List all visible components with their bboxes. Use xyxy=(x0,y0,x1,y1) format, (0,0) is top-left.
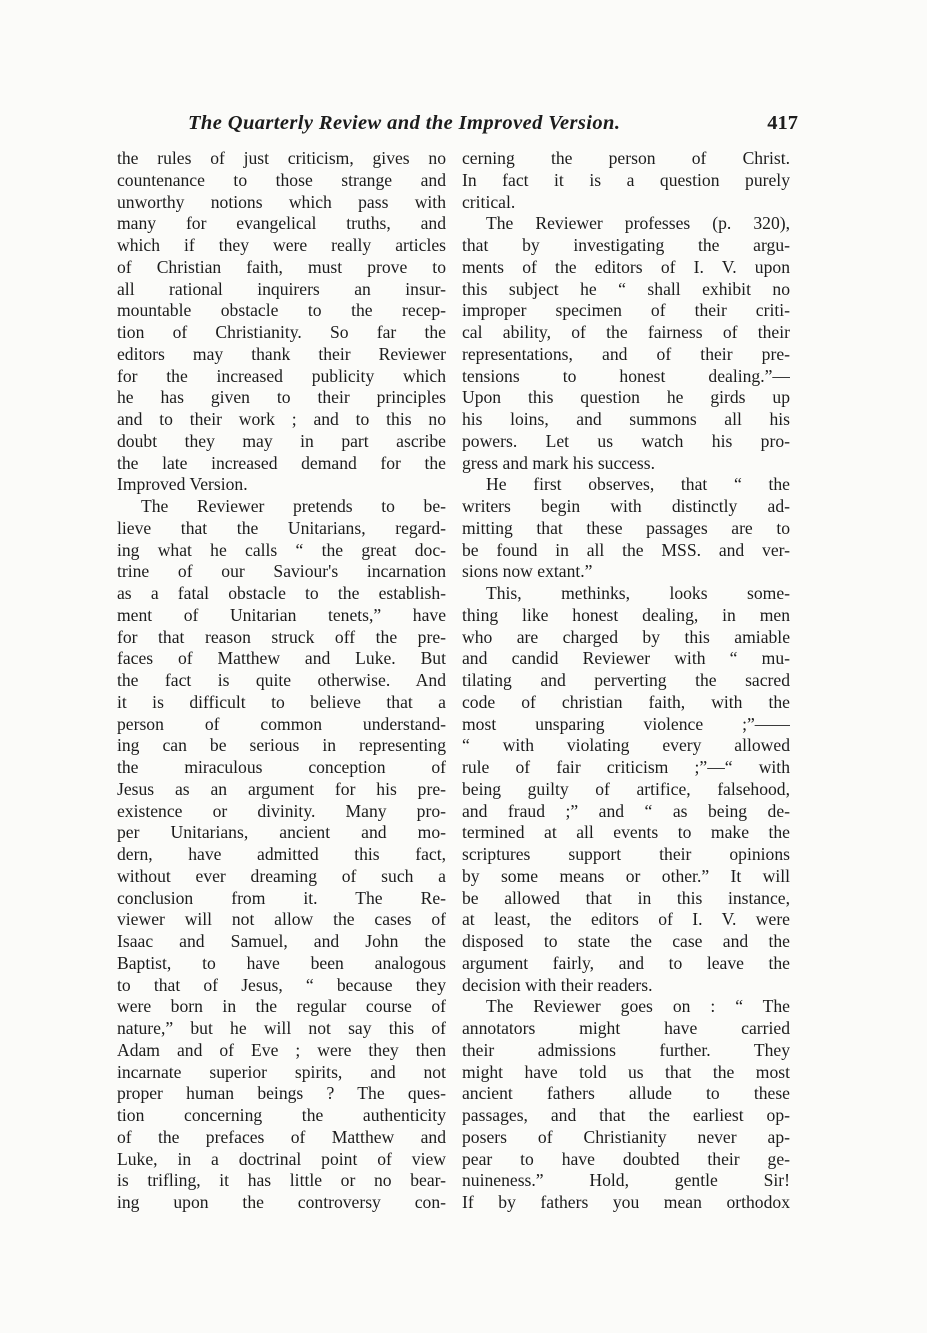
text-line: Adam and of Eve ; were they then xyxy=(117,1039,446,1060)
text-line: to that of Jesus, “ because they xyxy=(117,974,446,995)
text-line: termined at all events to make the xyxy=(462,822,790,843)
text-line: and to their work ; and to this no xyxy=(117,409,446,429)
running-title: The Quarterly Review and the Improved Version. xyxy=(188,112,621,134)
text-line: proper human beings ? The ques- xyxy=(117,1083,446,1104)
text-line: ing what he calls “ the great doc- xyxy=(117,539,446,560)
text-line: writers begin with distinctly ad- xyxy=(462,496,790,516)
text-line: might have told us that the most xyxy=(462,1061,790,1082)
text-line: be allowed that in this instance, xyxy=(462,887,790,908)
text-line: the late increased demand for the xyxy=(117,452,446,473)
text-line: sions now extant.” xyxy=(462,561,593,582)
text-line: disposed to state the case and the xyxy=(462,931,790,951)
text-line: at least, the editors of I. V. were xyxy=(462,909,790,930)
text-line: countenance to those strange and xyxy=(117,169,446,190)
text-line: dern, have admitted this fact, xyxy=(117,844,446,864)
text-line: powers. Let us watch his pro- xyxy=(462,430,790,451)
text-line: is trifling, it has little or no bear- xyxy=(117,1170,446,1191)
text-line: ancient fathers allude to these xyxy=(462,1083,790,1104)
text-line: He first observes, that “ the xyxy=(486,474,790,495)
text-line: Upon this question he girds up xyxy=(462,387,790,408)
text-line: and fraud ;” and “ as being de- xyxy=(462,800,790,821)
text-line: incarnate superior spirits, and not xyxy=(117,1061,446,1082)
text-line: thing like honest dealing, in men xyxy=(462,604,790,625)
text-line: editors may thank their Reviewer xyxy=(117,343,446,364)
text-line: In fact it is a question purely xyxy=(462,169,790,190)
text-line: improper specimen of their criti- xyxy=(462,300,790,321)
text-line: cal ability, of the fairness of their xyxy=(462,322,790,342)
text-line: were born in the regular course of xyxy=(117,996,446,1017)
text-line: most unsparing violence ;”—— xyxy=(462,713,790,734)
text-line: tion of Christianity. So far the xyxy=(117,322,446,342)
text-line: ing can be serious in representing xyxy=(117,735,446,756)
text-line: existence or divinity. Many pro- xyxy=(117,800,446,821)
text-line: If by fathers you mean orthodox xyxy=(462,1192,790,1212)
text-line: nuineness.” Hold, gentle Sir! xyxy=(462,1170,790,1191)
text-line: all rational inquirers an insur- xyxy=(117,278,446,299)
text-line: per Unitarians, ancient and mo- xyxy=(117,822,446,843)
text-line: it is difficult to believe that a xyxy=(117,691,446,712)
text-line: tilating and perverting the sacred xyxy=(462,670,790,690)
text-line: ments of the editors of I. V. upon xyxy=(462,256,790,277)
text-line: which if they were really articles xyxy=(117,235,446,255)
text-line: for that reason struck off the pre- xyxy=(117,626,446,647)
left-column xyxy=(117,148,446,1214)
text-line: passages, and that the earliest op- xyxy=(462,1105,790,1125)
page-header xyxy=(188,112,798,142)
text-line: gress and mark his success. xyxy=(462,452,655,473)
text-line: Isaac and Samuel, and John the xyxy=(117,931,446,951)
text-line: doubt they may in part ascribe xyxy=(117,430,446,451)
text-line: mitting that these passages are to xyxy=(462,517,790,538)
text-line: ing upon the controversy con- xyxy=(117,1192,446,1212)
text-line: Baptist, to have been analogous xyxy=(117,952,446,973)
text-line: viewer will not allow the cases of xyxy=(117,909,446,930)
text-line: without ever dreaming of such a xyxy=(117,865,446,886)
text-line: who are charged by this amiable xyxy=(462,626,790,647)
right-column xyxy=(462,148,790,1214)
text-line: of the prefaces of Matthew and xyxy=(117,1126,446,1147)
text-line: be found in all the MSS. and ver- xyxy=(462,539,790,560)
text-line: decision with their readers. xyxy=(462,974,653,995)
text-line: code of christian faith, with the xyxy=(462,691,790,712)
text-line: This, methinks, looks some- xyxy=(486,583,790,603)
text-line: nature,” but he will not say this of xyxy=(117,1018,446,1038)
text-line: that by investigating the argu- xyxy=(462,235,790,255)
text-line: trine of our Saviour's incarnation xyxy=(117,561,446,582)
text-line: cerning the person of Christ. xyxy=(462,148,790,168)
text-line: Jesus as an argument for his pre- xyxy=(117,778,446,799)
text-line: as a fatal obstacle to the establish- xyxy=(117,583,446,603)
text-line: tensions to honest dealing.”— xyxy=(462,365,790,386)
text-line: representations, and of their pre- xyxy=(462,343,790,364)
text-line: he has given to their principles xyxy=(117,387,446,408)
text-line: his loins, and summons all his xyxy=(462,409,790,429)
text-line: critical. xyxy=(462,191,516,212)
text-line: pear to have doubted their ge- xyxy=(462,1148,790,1169)
text-line: tion concerning the authenticity xyxy=(117,1105,446,1125)
text-line: and candid Reviewer with “ mu- xyxy=(462,648,790,669)
text-line: the rules of just criticism, gives no xyxy=(117,148,446,168)
text-line: “ with violating every allowed xyxy=(462,735,790,756)
text-line: The Reviewer goes on : “ The xyxy=(486,996,790,1017)
text-line: posers of Christianity never ap- xyxy=(462,1126,790,1147)
text-line: The Reviewer pretends to be- xyxy=(141,496,446,516)
text-line: for the increased publicity which xyxy=(117,365,446,386)
text-line: scriptures support their opinions xyxy=(462,844,790,864)
text-line: faces of Matthew and Luke. But xyxy=(117,648,446,669)
text-line: the fact is quite otherwise. And xyxy=(117,670,446,690)
text-line: of Christian faith, must prove to xyxy=(117,256,446,277)
text-line: unworthy notions which pass with xyxy=(117,191,446,212)
text-line: many for evangelical truths, and xyxy=(117,213,446,234)
text-line: person of common understand- xyxy=(117,713,446,734)
text-line: being guilty of artifice, falsehood, xyxy=(462,778,790,799)
text-line: The Reviewer professes (p. 320), xyxy=(486,213,790,234)
text-line: their admissions further. They xyxy=(462,1039,790,1060)
text-line: the miraculous conception of xyxy=(117,757,446,777)
text-line: conclusion from it. The Re- xyxy=(117,887,446,908)
text-line: mountable obstacle to the recep- xyxy=(117,300,446,321)
text-line: ment of Unitarian tenets,” have xyxy=(117,604,446,625)
text-line: lieve that the Unitarians, regard- xyxy=(117,517,446,538)
text-line: this subject he “ shall exhibit no xyxy=(462,278,790,299)
text-line: argument fairly, and to leave the xyxy=(462,952,790,973)
text-line: rule of fair criticism ;”—“ with xyxy=(462,757,790,777)
text-line: Improved Version. xyxy=(117,474,248,495)
page-number: 417 xyxy=(767,112,798,134)
text-line: Luke, in a doctrinal point of view xyxy=(117,1148,446,1169)
text-line: annotators might have carried xyxy=(462,1018,790,1038)
text-line: by some means or other.” It will xyxy=(462,865,790,886)
